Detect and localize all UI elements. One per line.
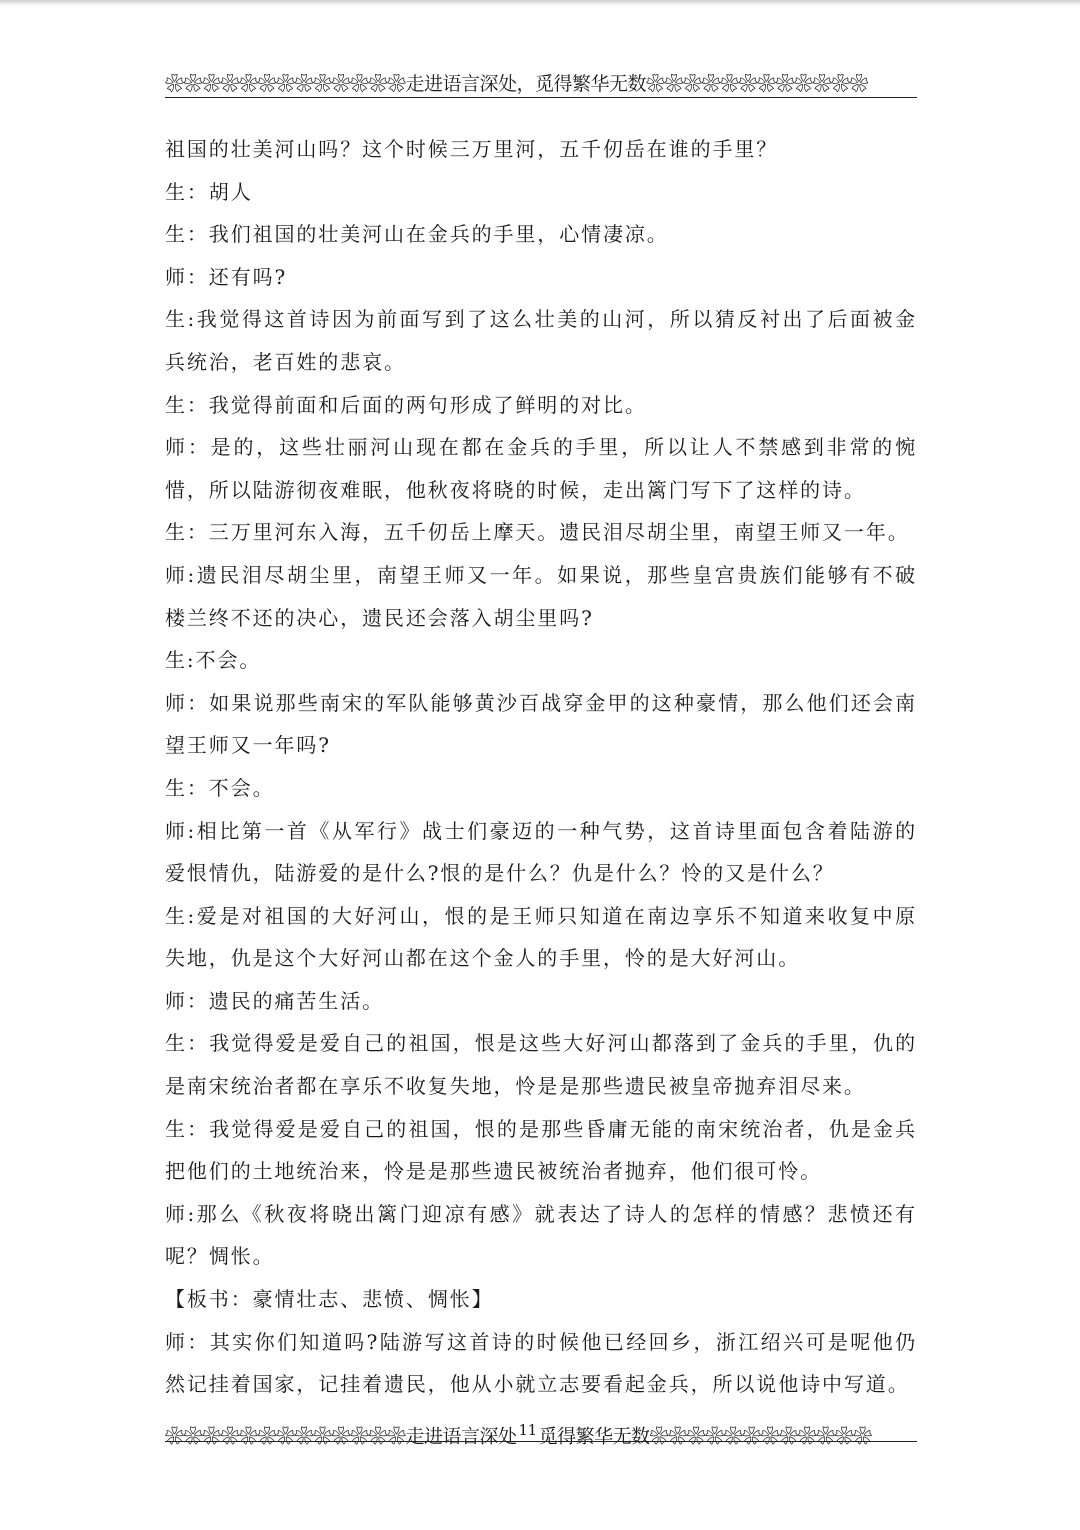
footer-slogan-left: 走进语言深处 [405,1425,517,1448]
paragraph: 师：是的，这些壮丽河山现在都在金兵的手里，所以让人不禁感到非常的惋惜，所以陆游彻夜难眠，他秋夜将晓的时候，走出篱门写下了这样的诗。 [165,435,917,502]
header-flower-border-right: ❀❀❀❀❀❀❀❀❀❀❀❀ [646,73,869,95]
footer-flower-border-left: ❀❀❀❀❀❀❀❀❀❀❀❀❀ [165,1425,406,1448]
board-notes: 【板书：豪情壮志、悲愤、惆怅】 [165,1287,494,1312]
page-header [165,72,917,96]
scan-edge-shadow [0,0,1080,6]
paragraph: 生：胡人 [165,179,253,204]
paragraph: 师：如果说那些南宋的军队能够黄沙百战穿金甲的这种豪情，那么他们还会南望王师又一年吗? [165,690,917,758]
page-body [165,128,917,1406]
paragraph: 师:遗民泪尽胡尘里，南望王师又一年。如果说，那些皇宫贵族们能够有不破楼兰终不还的决心，遗民还会落入胡尘里吗? [165,562,917,630]
page-number: 11 [518,1421,537,1439]
paragraph: 师：其实你们知道吗?陆游写这首诗的时候他已经回乡，浙江绍兴可是呢他仍然记挂着国家，记挂着遗民，他从小就立志要看起金兵，所以说他诗中写道。 [165,1329,917,1397]
paragraph: 生:不会。 [165,648,262,673]
footer-slogan-right: 觅得繁华无数 [538,1425,650,1448]
paragraph: 师:相比第一首《从军行》战士们豪迈的一种气势，这首诗里面包含着陆游的爱恨情仇，陆游爱的是什么?恨的是什么？仇是什么？怜的又是什么？ [165,818,917,886]
header-rule [165,97,917,98]
footer-rule [165,1441,917,1442]
paragraph: 祖国的壮美河山吗？这个时候三万里河，五千仞岳在谁的手里？ [165,137,779,161]
page-footer [165,1418,917,1448]
footer-flower-border-right: ❀❀❀❀❀❀❀❀❀❀❀❀ [649,1425,872,1448]
paragraph: 师：还有吗? [165,264,288,289]
header-flower-border-left: ❀❀❀❀❀❀❀❀❀❀❀❀❀ [165,73,406,95]
paragraph: 生：我觉得前面和后面的两句形成了鲜明的对比。 [165,392,647,417]
paragraph: 生:爱是对祖国的大好河山，恨的是王师只知道在南边享乐不知道来收复中原失地，仇是这个大好河山都在这个金人的手里，怜的是大好河山。 [165,903,917,971]
header-slogan: 走进语言深处，觅得繁华无数 [405,73,647,95]
paragraph: 生:我觉得这首诗因为前面写到了这么壮美的山河，所以猜反衬出了后面被金兵统治，老百姓的悲哀。 [165,307,917,374]
paragraph: 师:那么《秋夜将晓出篱门迎凉有感》就表达了诗人的怎样的情感？悲愤还有呢？惆怅。 [165,1201,917,1269]
paragraph: 生：我觉得爱是爱自己的祖国，恨的是那些昏庸无能的南宋统治者，仇是金兵把他们的土地统治来，怜是是那些遗民被统治者抛弃，他们很可怜。 [165,1116,917,1184]
paragraph: 师：遗民的痛苦生活。 [165,988,384,1013]
paragraph: 生：我们祖国的壮美河山在金兵的手里，心情凄凉。 [165,222,669,247]
paragraph: 生：我觉得爱是爱自己的祖国，恨是这些大好河山都落到了金兵的手里，仇的是南宋统治者都在享乐不收复失地，怜是是那些遗民被皇帝抛弃泪尽来。 [165,1031,917,1099]
paragraph: 生：不会。 [165,775,275,800]
paragraph: 生：三万里河东入海，五千仞岳上摩天。遗民泪尽胡尘里，南望王师又一年。 [165,520,910,545]
